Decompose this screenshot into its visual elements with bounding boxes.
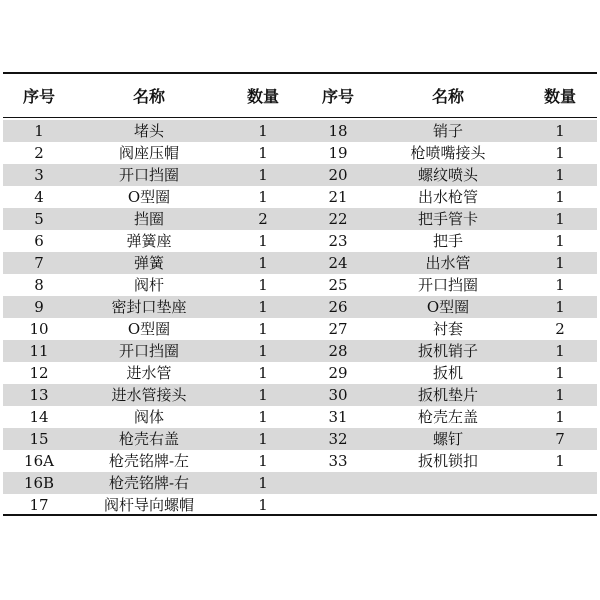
cell-no: 19 (328, 144, 348, 162)
cell-qty: 1 (555, 254, 565, 272)
table-header (3, 74, 597, 117)
cell-qty: 1 (258, 276, 268, 294)
table-row (3, 428, 303, 450)
table-row (303, 208, 597, 230)
cell-qty: 1 (258, 408, 268, 426)
table-row (303, 274, 597, 296)
cell-qty (523, 494, 597, 516)
cell-qty: 1 (258, 298, 268, 316)
cell-name: 扳机垫片 (417, 386, 478, 404)
cell-name (373, 472, 523, 494)
header-no-right: 序号 (321, 87, 354, 106)
table-row (303, 120, 597, 142)
cell-name: 销子 (432, 122, 463, 140)
cell-qty: 2 (258, 210, 268, 228)
cell-qty: 1 (258, 254, 268, 272)
cell-name: 枪壳左盖 (417, 408, 478, 426)
cell-name: 把手 (432, 232, 463, 250)
cell-name: 阀杆导向螺帽 (103, 496, 194, 514)
table-row (3, 450, 303, 472)
table-row (303, 428, 597, 450)
cell-name: 扳机 (432, 364, 463, 382)
cell-qty: 1 (258, 364, 268, 382)
table-row (303, 142, 597, 164)
cell-name: 扳机销子 (417, 342, 478, 360)
cell-qty: 2 (555, 320, 565, 338)
cell-no: 16B (23, 474, 55, 492)
cell-name: 进水管接头 (111, 386, 187, 404)
cell-no: 30 (328, 386, 348, 404)
table-row (3, 208, 303, 230)
cell-no: 27 (328, 320, 348, 338)
table-row (303, 230, 597, 252)
cell-qty: 1 (555, 408, 565, 426)
cell-no: 7 (34, 254, 44, 272)
table-row (3, 406, 303, 428)
cell-qty: 1 (258, 452, 268, 470)
cell-no: 3 (34, 166, 44, 184)
cell-no (303, 494, 373, 516)
table-row (303, 164, 597, 186)
cell-qty: 1 (555, 144, 565, 162)
table-row (303, 406, 597, 428)
table-row (3, 164, 303, 186)
table-row (303, 450, 597, 472)
table-bottom-rule (3, 514, 597, 516)
cell-name: O型圈 (426, 298, 470, 316)
table-row (3, 318, 303, 340)
table-row (303, 340, 597, 362)
cell-no: 25 (328, 276, 348, 294)
cell-qty: 7 (555, 430, 565, 448)
cell-name: 扳机锁扣 (417, 452, 478, 470)
cell-qty: 1 (555, 232, 565, 250)
cell-no: 28 (328, 342, 348, 360)
table-row (3, 384, 303, 406)
cell-no: 15 (29, 430, 49, 448)
cell-no: 22 (328, 210, 348, 228)
cell-name: 枪壳右盖 (118, 430, 179, 448)
cell-no: 9 (34, 298, 44, 316)
table-row (303, 384, 597, 406)
table-row (303, 186, 597, 208)
cell-no: 12 (29, 364, 49, 382)
cell-no: 20 (328, 166, 348, 184)
cell-qty: 1 (258, 496, 268, 514)
table-row (303, 318, 597, 340)
cell-name: 螺纹喷头 (417, 166, 478, 184)
cell-name: 把手管卡 (417, 210, 478, 228)
cell-name: 开口挡圈 (118, 166, 179, 184)
cell-no: 24 (328, 254, 348, 272)
table-header-rule (3, 117, 597, 118)
cell-name: 出水枪管 (417, 188, 478, 206)
table-row (3, 472, 303, 494)
header-name-right: 名称 (431, 87, 464, 106)
cell-qty: 1 (555, 276, 565, 294)
cell-qty: 1 (258, 474, 268, 492)
table-row (3, 494, 303, 516)
cell-name: O型圈 (127, 320, 171, 338)
table-row (3, 230, 303, 252)
cell-no: 21 (328, 188, 348, 206)
cell-no: 8 (34, 276, 44, 294)
table-right-half (303, 120, 597, 516)
cell-qty: 1 (555, 364, 565, 382)
cell-qty: 1 (258, 320, 268, 338)
cell-name: 枪壳铭牌-右 (108, 474, 190, 492)
table-row (3, 274, 303, 296)
table-row (303, 472, 597, 494)
cell-qty: 1 (555, 386, 565, 404)
cell-qty: 1 (555, 210, 565, 228)
cell-qty: 1 (555, 298, 565, 316)
cell-no: 14 (29, 408, 49, 426)
table-row (3, 252, 303, 274)
cell-no: 13 (29, 386, 49, 404)
cell-no: 16A (24, 452, 54, 470)
cell-qty: 1 (555, 122, 565, 140)
cell-name: 堵头 (133, 122, 164, 140)
cell-no (303, 472, 373, 494)
cell-qty: 1 (555, 342, 565, 360)
cell-qty: 1 (258, 386, 268, 404)
cell-qty: 1 (555, 452, 565, 470)
table-row (303, 362, 597, 384)
cell-qty: 1 (258, 166, 268, 184)
cell-no: 29 (328, 364, 348, 382)
cell-no: 11 (29, 342, 49, 360)
cell-no: 26 (328, 298, 348, 316)
cell-qty (523, 472, 597, 494)
cell-name: 阀座压帽 (118, 144, 179, 162)
cell-name: 弹簧 (133, 254, 164, 272)
cell-name: 阀体 (133, 408, 164, 426)
table-row (3, 296, 303, 318)
header-qty-left: 数量 (246, 87, 279, 106)
table-row (3, 362, 303, 384)
cell-no: 17 (29, 496, 49, 514)
cell-name: 衬套 (432, 320, 463, 338)
cell-no: 18 (328, 122, 348, 140)
table-row (303, 296, 597, 318)
cell-qty: 1 (258, 144, 268, 162)
cell-no: 1 (34, 122, 44, 140)
table-row (3, 340, 303, 362)
table-row (303, 494, 597, 516)
cell-no: 10 (29, 320, 49, 338)
header-name-left: 名称 (132, 87, 165, 106)
cell-name: 阀杆 (133, 276, 164, 294)
table-row (3, 142, 303, 164)
cell-no: 4 (34, 188, 44, 206)
cell-qty: 1 (555, 188, 565, 206)
cell-name: 开口挡圈 (118, 342, 179, 360)
table-left-half (3, 120, 303, 516)
cell-name: 螺钉 (432, 430, 463, 448)
cell-qty: 1 (258, 430, 268, 448)
cell-name (373, 494, 523, 516)
table-row (3, 186, 303, 208)
header-qty-right: 数量 (543, 87, 576, 106)
table-row (303, 252, 597, 274)
cell-name: 开口挡圈 (417, 276, 478, 294)
cell-name: 挡圈 (133, 210, 164, 228)
cell-name: 弹簧座 (126, 232, 172, 250)
cell-qty: 1 (258, 342, 268, 360)
table-body (3, 120, 597, 516)
cell-no: 31 (328, 408, 348, 426)
cell-no: 33 (328, 452, 348, 470)
cell-name: 枪喷嘴接头 (410, 144, 486, 162)
cell-qty: 1 (258, 188, 268, 206)
cell-qty: 1 (258, 122, 268, 140)
table-row (3, 120, 303, 142)
cell-qty: 1 (258, 232, 268, 250)
cell-name: 密封口垫座 (111, 298, 187, 316)
cell-no: 2 (34, 144, 44, 162)
cell-name: O型圈 (127, 188, 171, 206)
cell-name: 进水管 (126, 364, 172, 382)
cell-no: 32 (328, 430, 348, 448)
cell-qty: 1 (555, 166, 565, 184)
cell-name: 出水管 (425, 254, 471, 272)
cell-no: 5 (34, 210, 44, 228)
cell-no: 6 (34, 232, 44, 250)
cell-no: 23 (328, 232, 348, 250)
cell-name: 枪壳铭牌-左 (108, 452, 190, 470)
header-no-left: 序号 (22, 87, 55, 106)
